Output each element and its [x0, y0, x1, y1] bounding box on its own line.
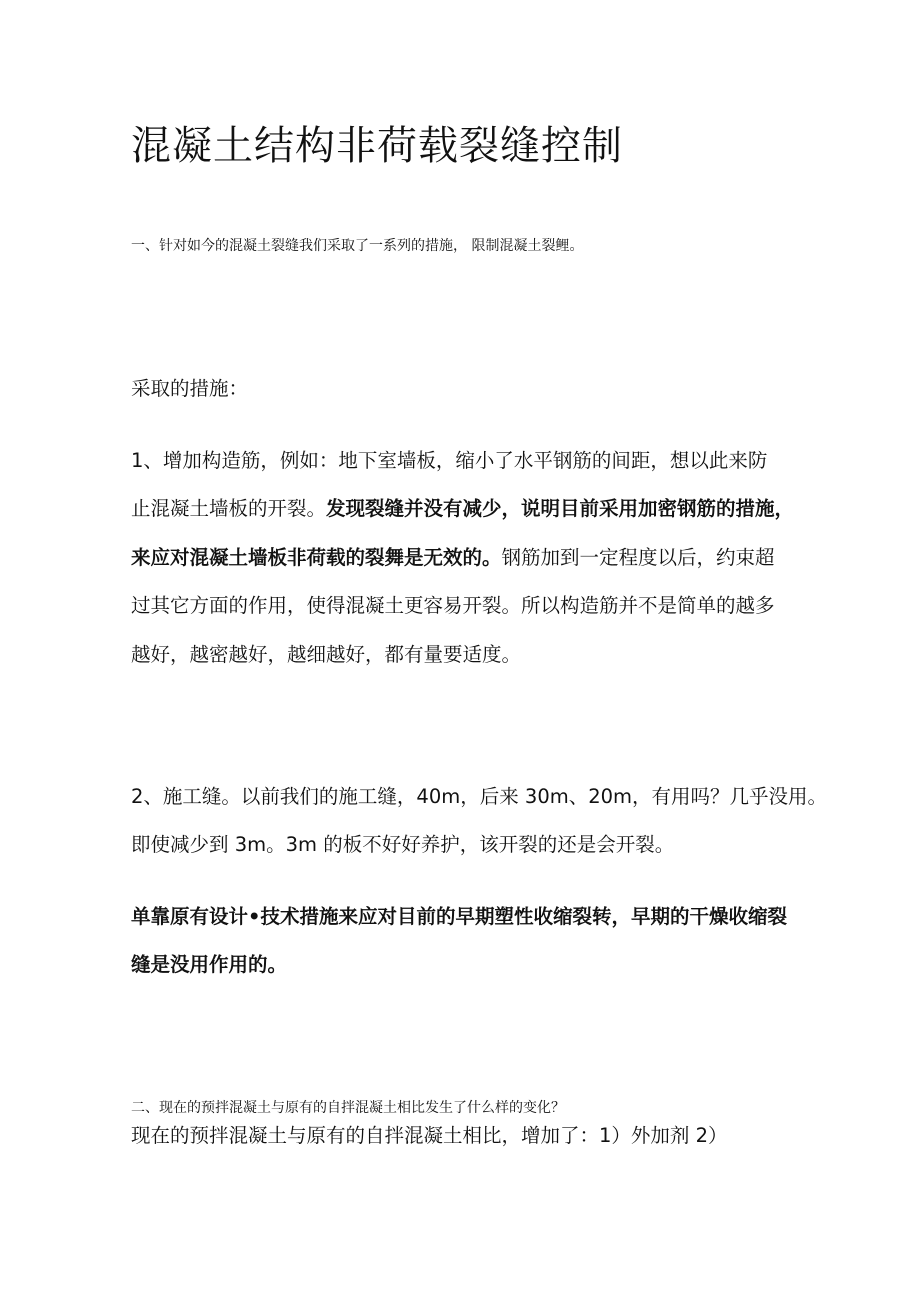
- item2-line1: 2、施工缝。以前我们的施工缝，40m，后来 30m、20m，有用吗？几乎没用。: [131, 785, 828, 808]
- section2-line: 现在的预拌混凝土与原有的自拌混凝土相比，增加了：1）外加剂 2）: [131, 1124, 728, 1147]
- conclusion-line1: 单靠原有设计•技术措施来应对目前的早期塑性收缩裂转，早期的干燥收缩裂: [131, 905, 787, 928]
- item1-line2-bold: 发现裂缝并没有减少，说明目前采用加密钢筋的措施，: [326, 497, 795, 520]
- item1-line2-normal: 止混凝土墙板的开裂。: [131, 497, 327, 520]
- measures-label: 采取的措施：: [131, 377, 249, 400]
- section1-heading: 一、针对如今的混凝土裂缝我们采取了一系列的措施， 限制混凝土裂鲤。: [131, 238, 584, 254]
- item1-line3: [131, 546, 775, 569]
- item1-line3-normal: 钢筋加到一定程度以后，约束超: [501, 546, 775, 569]
- item2-line2: 即使减少到 3m。3m 的板不好好养护，该开裂的还是会开裂。: [131, 833, 675, 856]
- item1-line4: 过其它方面的作用，使得混凝土更容易开裂。所以构造筋并不是简单的越多: [131, 594, 775, 617]
- item1-line3-bold: 来应对混凝土墙板非荷载的裂舞是无效的。: [131, 546, 502, 569]
- section2-heading: 二、现在的预拌混凝土与原有的自拌混凝土相比发生了什么样的变化？: [131, 1100, 565, 1116]
- conclusion-line2: 缝是没用作用的。: [131, 953, 288, 976]
- item1-line1: 1、增加构造筋，例如：地下室墙板，缩小了水平钢筋的间距，想以此来防: [131, 449, 768, 472]
- item1-line5: 越好，越密越好，越细越好，都有量要适度。: [131, 643, 522, 666]
- item1-line2: [131, 497, 794, 520]
- document-title: 混凝土结构非荷载裂缝控制: [131, 123, 623, 169]
